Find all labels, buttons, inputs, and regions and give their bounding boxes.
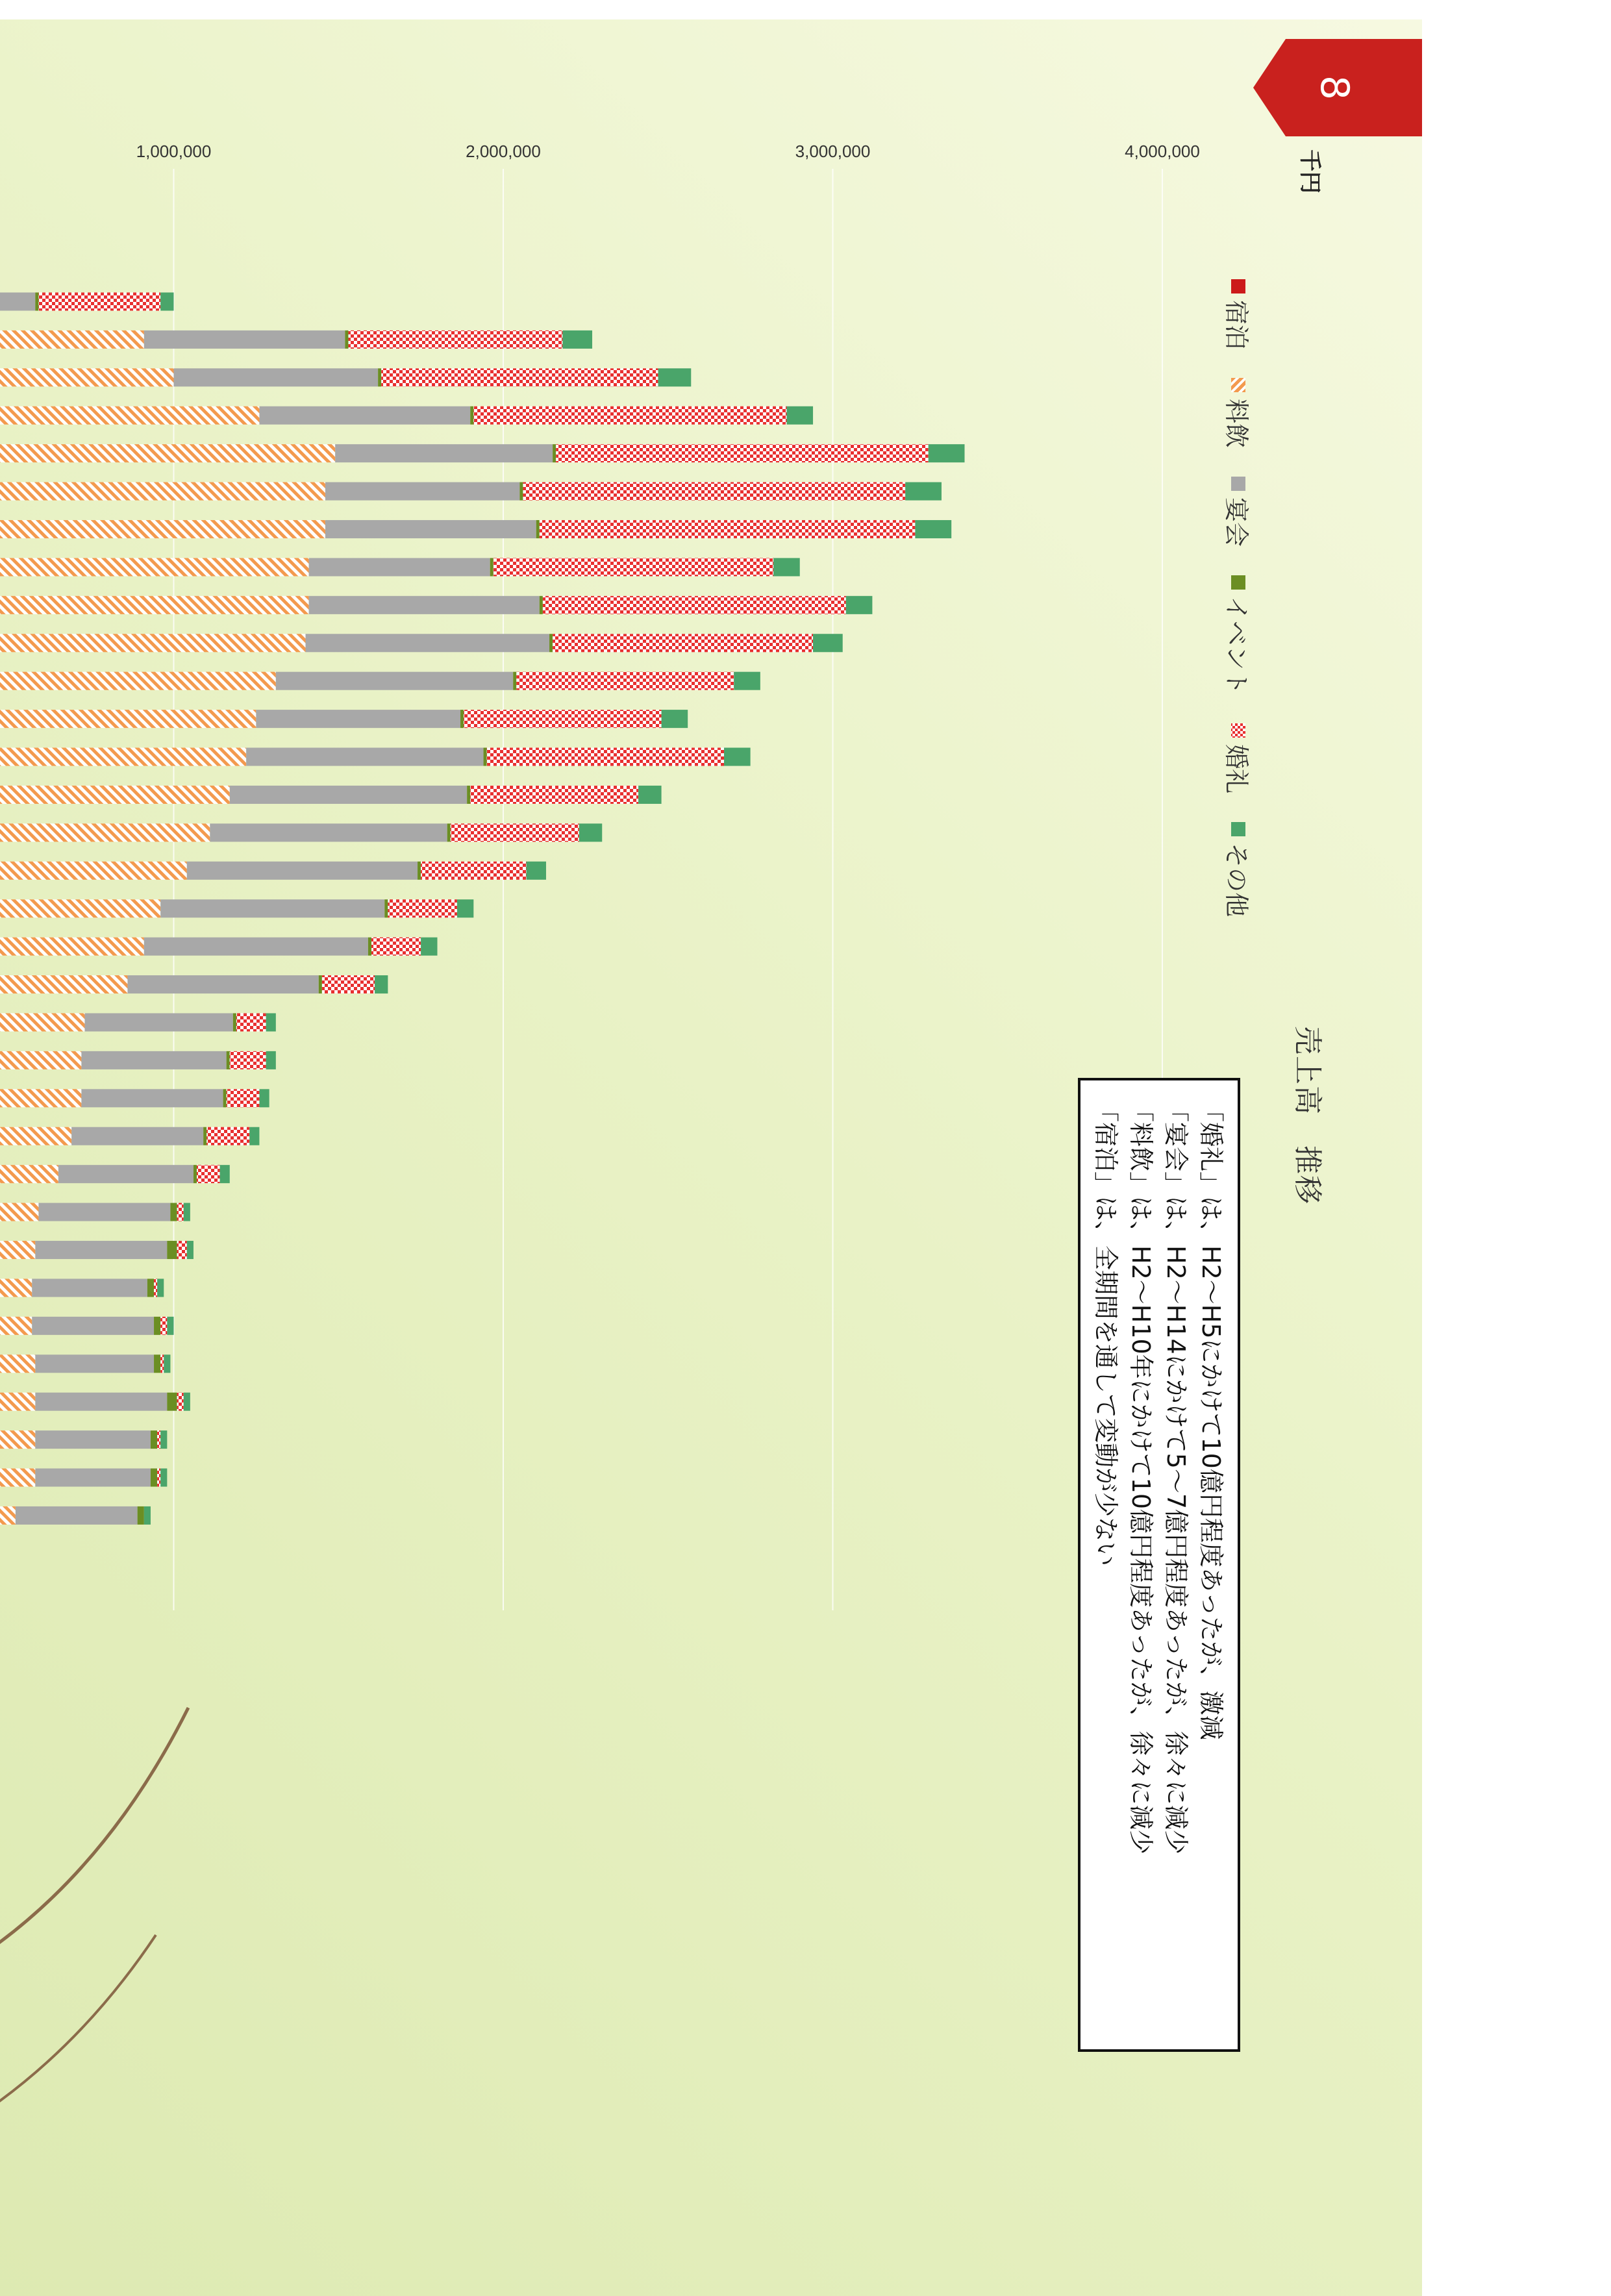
bar-segment <box>220 1165 230 1183</box>
bar-segment <box>322 975 375 993</box>
bar-segment <box>256 710 460 728</box>
y-tick-label: 3,000,000 <box>795 142 871 161</box>
bar-segment <box>127 975 318 993</box>
bar-segment <box>144 331 345 349</box>
bar-segment <box>157 1430 160 1449</box>
bar-segment <box>0 710 256 728</box>
bar-segment <box>0 1165 58 1183</box>
bar-segment <box>164 1354 170 1373</box>
bar-segment <box>460 710 464 728</box>
bar-segment <box>138 1506 144 1525</box>
bar-segment <box>0 1051 81 1069</box>
bar-segment <box>38 292 160 310</box>
bar-segment <box>540 520 916 538</box>
bar-segment <box>184 1203 190 1221</box>
bar-segment <box>0 1393 35 1411</box>
bar-segment <box>325 520 536 538</box>
bar-segment <box>0 1469 35 1487</box>
y-tick-label: 2,000,000 <box>466 142 541 161</box>
legend-label: イベント <box>1222 596 1251 695</box>
bar-segment <box>0 1013 84 1031</box>
bar-segment <box>553 634 813 652</box>
bar-segment <box>151 1430 157 1449</box>
bar-segment <box>35 1469 151 1487</box>
bar-segment <box>144 938 368 956</box>
bar-segment <box>266 1051 276 1069</box>
bar-segment <box>381 368 658 386</box>
bar-segment <box>421 938 437 956</box>
bar-segment <box>516 672 734 690</box>
bar-segment <box>549 634 553 652</box>
y-tick-label: 4,000,000 <box>1125 142 1200 161</box>
bar-segment <box>543 596 846 614</box>
bar-segment <box>32 1317 154 1335</box>
bar-segment <box>81 1051 226 1069</box>
bar-segment <box>523 482 905 501</box>
bar-segment <box>519 482 523 501</box>
bar-segment <box>174 368 379 386</box>
bar-segment <box>35 1393 167 1411</box>
legend-label: 宴会 <box>1222 497 1251 547</box>
bar-segment <box>151 1469 157 1487</box>
bar-segment <box>0 975 127 993</box>
bar-segment <box>227 1051 230 1069</box>
bar-segment <box>177 1241 187 1259</box>
bar-segment <box>306 634 550 652</box>
bar-segment <box>662 710 688 728</box>
bar-segment <box>0 482 325 501</box>
bar-segment <box>0 406 259 425</box>
bar-segment <box>160 1317 167 1335</box>
bar-segment <box>0 748 246 766</box>
bar-segment <box>556 444 928 462</box>
bar-segment <box>210 823 447 842</box>
bar-segment <box>157 1469 160 1487</box>
bar-segment <box>230 1051 266 1069</box>
bar-segment <box>421 862 526 880</box>
bar-segment <box>233 1013 236 1031</box>
bar-segment <box>160 1354 164 1373</box>
bar-segment <box>154 1279 157 1297</box>
bar-segment <box>157 1279 164 1297</box>
bar-segment <box>194 1165 197 1183</box>
note-line: 「宴会」は、H2～H14にかけて5～7億円程度あったが、徐々に減少 <box>1162 1097 1190 1854</box>
bar-segment <box>0 1279 32 1297</box>
bar-segment <box>81 1089 223 1107</box>
legend-label: その他 <box>1222 843 1251 917</box>
bar-segment <box>579 823 603 842</box>
bar-segment <box>230 786 467 804</box>
bar-segment <box>187 1241 194 1259</box>
bar-segment <box>0 1089 81 1107</box>
slide <box>0 19 1422 2296</box>
bar-segment <box>0 938 144 956</box>
bar-segment <box>0 331 144 349</box>
bar-segment <box>464 710 662 728</box>
bar-segment <box>0 520 325 538</box>
bar-segment <box>0 596 309 614</box>
bar-segment <box>35 1430 151 1449</box>
bar-segment <box>447 823 451 842</box>
bar-segment <box>846 596 873 614</box>
bar-segment <box>203 1127 206 1145</box>
bar-segment <box>0 634 306 652</box>
bar-segment <box>325 482 519 501</box>
bar-segment <box>638 786 662 804</box>
bar-segment <box>197 1165 220 1183</box>
bar-segment <box>16 1506 138 1525</box>
bar-segment <box>418 862 421 880</box>
bar-segment <box>167 1241 177 1259</box>
bar-segment <box>167 1317 173 1335</box>
bar-segment <box>562 331 592 349</box>
bar-segment <box>0 1506 16 1525</box>
bar-segment <box>0 292 35 310</box>
bar-segment <box>177 1393 184 1411</box>
bar-segment <box>32 1279 147 1297</box>
bar-segment <box>144 1506 151 1525</box>
bar-segment <box>368 938 371 956</box>
bar-segment <box>187 862 418 880</box>
bar-segment <box>35 1241 167 1259</box>
y-tick-label: 1,000,000 <box>136 142 212 161</box>
bar-segment <box>536 520 540 538</box>
legend-label: 宿泊 <box>1222 300 1251 350</box>
chart-title: 売上高 推移 <box>1291 1026 1324 1205</box>
bar-segment <box>147 1279 154 1297</box>
bar-segment <box>527 862 546 880</box>
bar-segment <box>0 1354 35 1373</box>
bar-segment <box>348 331 562 349</box>
bar-segment <box>371 938 421 956</box>
bar-segment <box>493 558 773 576</box>
bar-segment <box>249 1127 259 1145</box>
bar-segment <box>309 558 490 576</box>
bar-segment <box>451 823 579 842</box>
bar-segment <box>223 1089 227 1107</box>
bar-segment <box>35 1354 154 1373</box>
bar-segment <box>259 406 470 425</box>
bar-segment <box>813 634 843 652</box>
bar-segment <box>154 1317 160 1335</box>
bar-segment <box>0 558 309 576</box>
bar-segment <box>786 406 813 425</box>
bar-segment <box>734 672 760 690</box>
bar-segment <box>470 786 638 804</box>
bar-segment <box>227 1089 260 1107</box>
bar-segment <box>276 672 513 690</box>
bar-segment <box>266 1013 276 1031</box>
bar-segment <box>319 975 322 993</box>
bar-segment <box>0 823 210 842</box>
bar-segment <box>236 1013 266 1031</box>
bar-segment <box>0 786 230 804</box>
bar-segment <box>259 1089 269 1107</box>
bar-segment <box>335 444 553 462</box>
bar-segment <box>0 1127 71 1145</box>
bar-segment <box>206 1127 249 1145</box>
bar-segment <box>484 748 487 766</box>
bar-segment <box>160 1469 167 1487</box>
bar-segment <box>388 899 457 917</box>
bar-segment <box>35 292 38 310</box>
note-line: 「料飲」は、H2～H10年にかけて10億円程度あったが、徐々に減少 <box>1127 1097 1155 1854</box>
bar-segment <box>905 482 942 501</box>
bar-segment <box>58 1165 194 1183</box>
bar-segment <box>487 748 724 766</box>
bar-segment <box>378 368 381 386</box>
bar-segment <box>184 1393 190 1411</box>
bar-segment <box>309 596 540 614</box>
bar-segment <box>177 1203 184 1221</box>
legend-label: 料飲 <box>1222 399 1251 449</box>
bar-segment <box>154 1354 160 1373</box>
bar-segment <box>553 444 556 462</box>
bar-segment <box>0 368 174 386</box>
bar-segment <box>375 975 388 993</box>
bar-segment <box>0 444 335 462</box>
bar-segment <box>160 292 173 310</box>
bar-segment <box>724 748 751 766</box>
bar-segment <box>513 672 516 690</box>
bar-segment <box>160 1430 167 1449</box>
bar-segment <box>384 899 388 917</box>
page-number: 8 <box>1312 75 1357 101</box>
bar-segment <box>0 1241 35 1259</box>
bar-segment <box>345 331 348 349</box>
bar-segment <box>470 406 473 425</box>
bar-segment <box>473 406 786 425</box>
note-line: 「婚礼」は、H2～H5にかけて10億円程度あったが、激減 <box>1197 1097 1225 1740</box>
bar-segment <box>467 786 470 804</box>
bar-segment <box>490 558 493 576</box>
bar-segment <box>0 1317 32 1335</box>
bar-segment <box>0 862 187 880</box>
bar-segment <box>71 1127 203 1145</box>
bar-segment <box>658 368 692 386</box>
notes-box <box>1078 1078 1240 2052</box>
bar-segment <box>170 1203 177 1221</box>
bar-segment <box>0 1203 38 1221</box>
bar-segment <box>457 899 473 917</box>
bar-segment <box>0 1430 35 1449</box>
bar-segment <box>540 596 543 614</box>
bar-segment <box>929 444 965 462</box>
bar-segment <box>915 520 951 538</box>
unit-label: 千円 <box>1297 149 1323 193</box>
bar-segment <box>246 748 483 766</box>
note-line: 「宿泊」は、全期間を通して変動が少ない <box>1092 1097 1120 1567</box>
bar-segment <box>773 558 800 576</box>
legend-label: 婚礼 <box>1222 744 1251 794</box>
bar-segment <box>84 1013 232 1031</box>
bar-segment <box>160 899 384 917</box>
bar-segment <box>0 899 160 917</box>
bar-segment <box>0 672 276 690</box>
bar-segment <box>167 1393 177 1411</box>
bar-segment <box>38 1203 170 1221</box>
